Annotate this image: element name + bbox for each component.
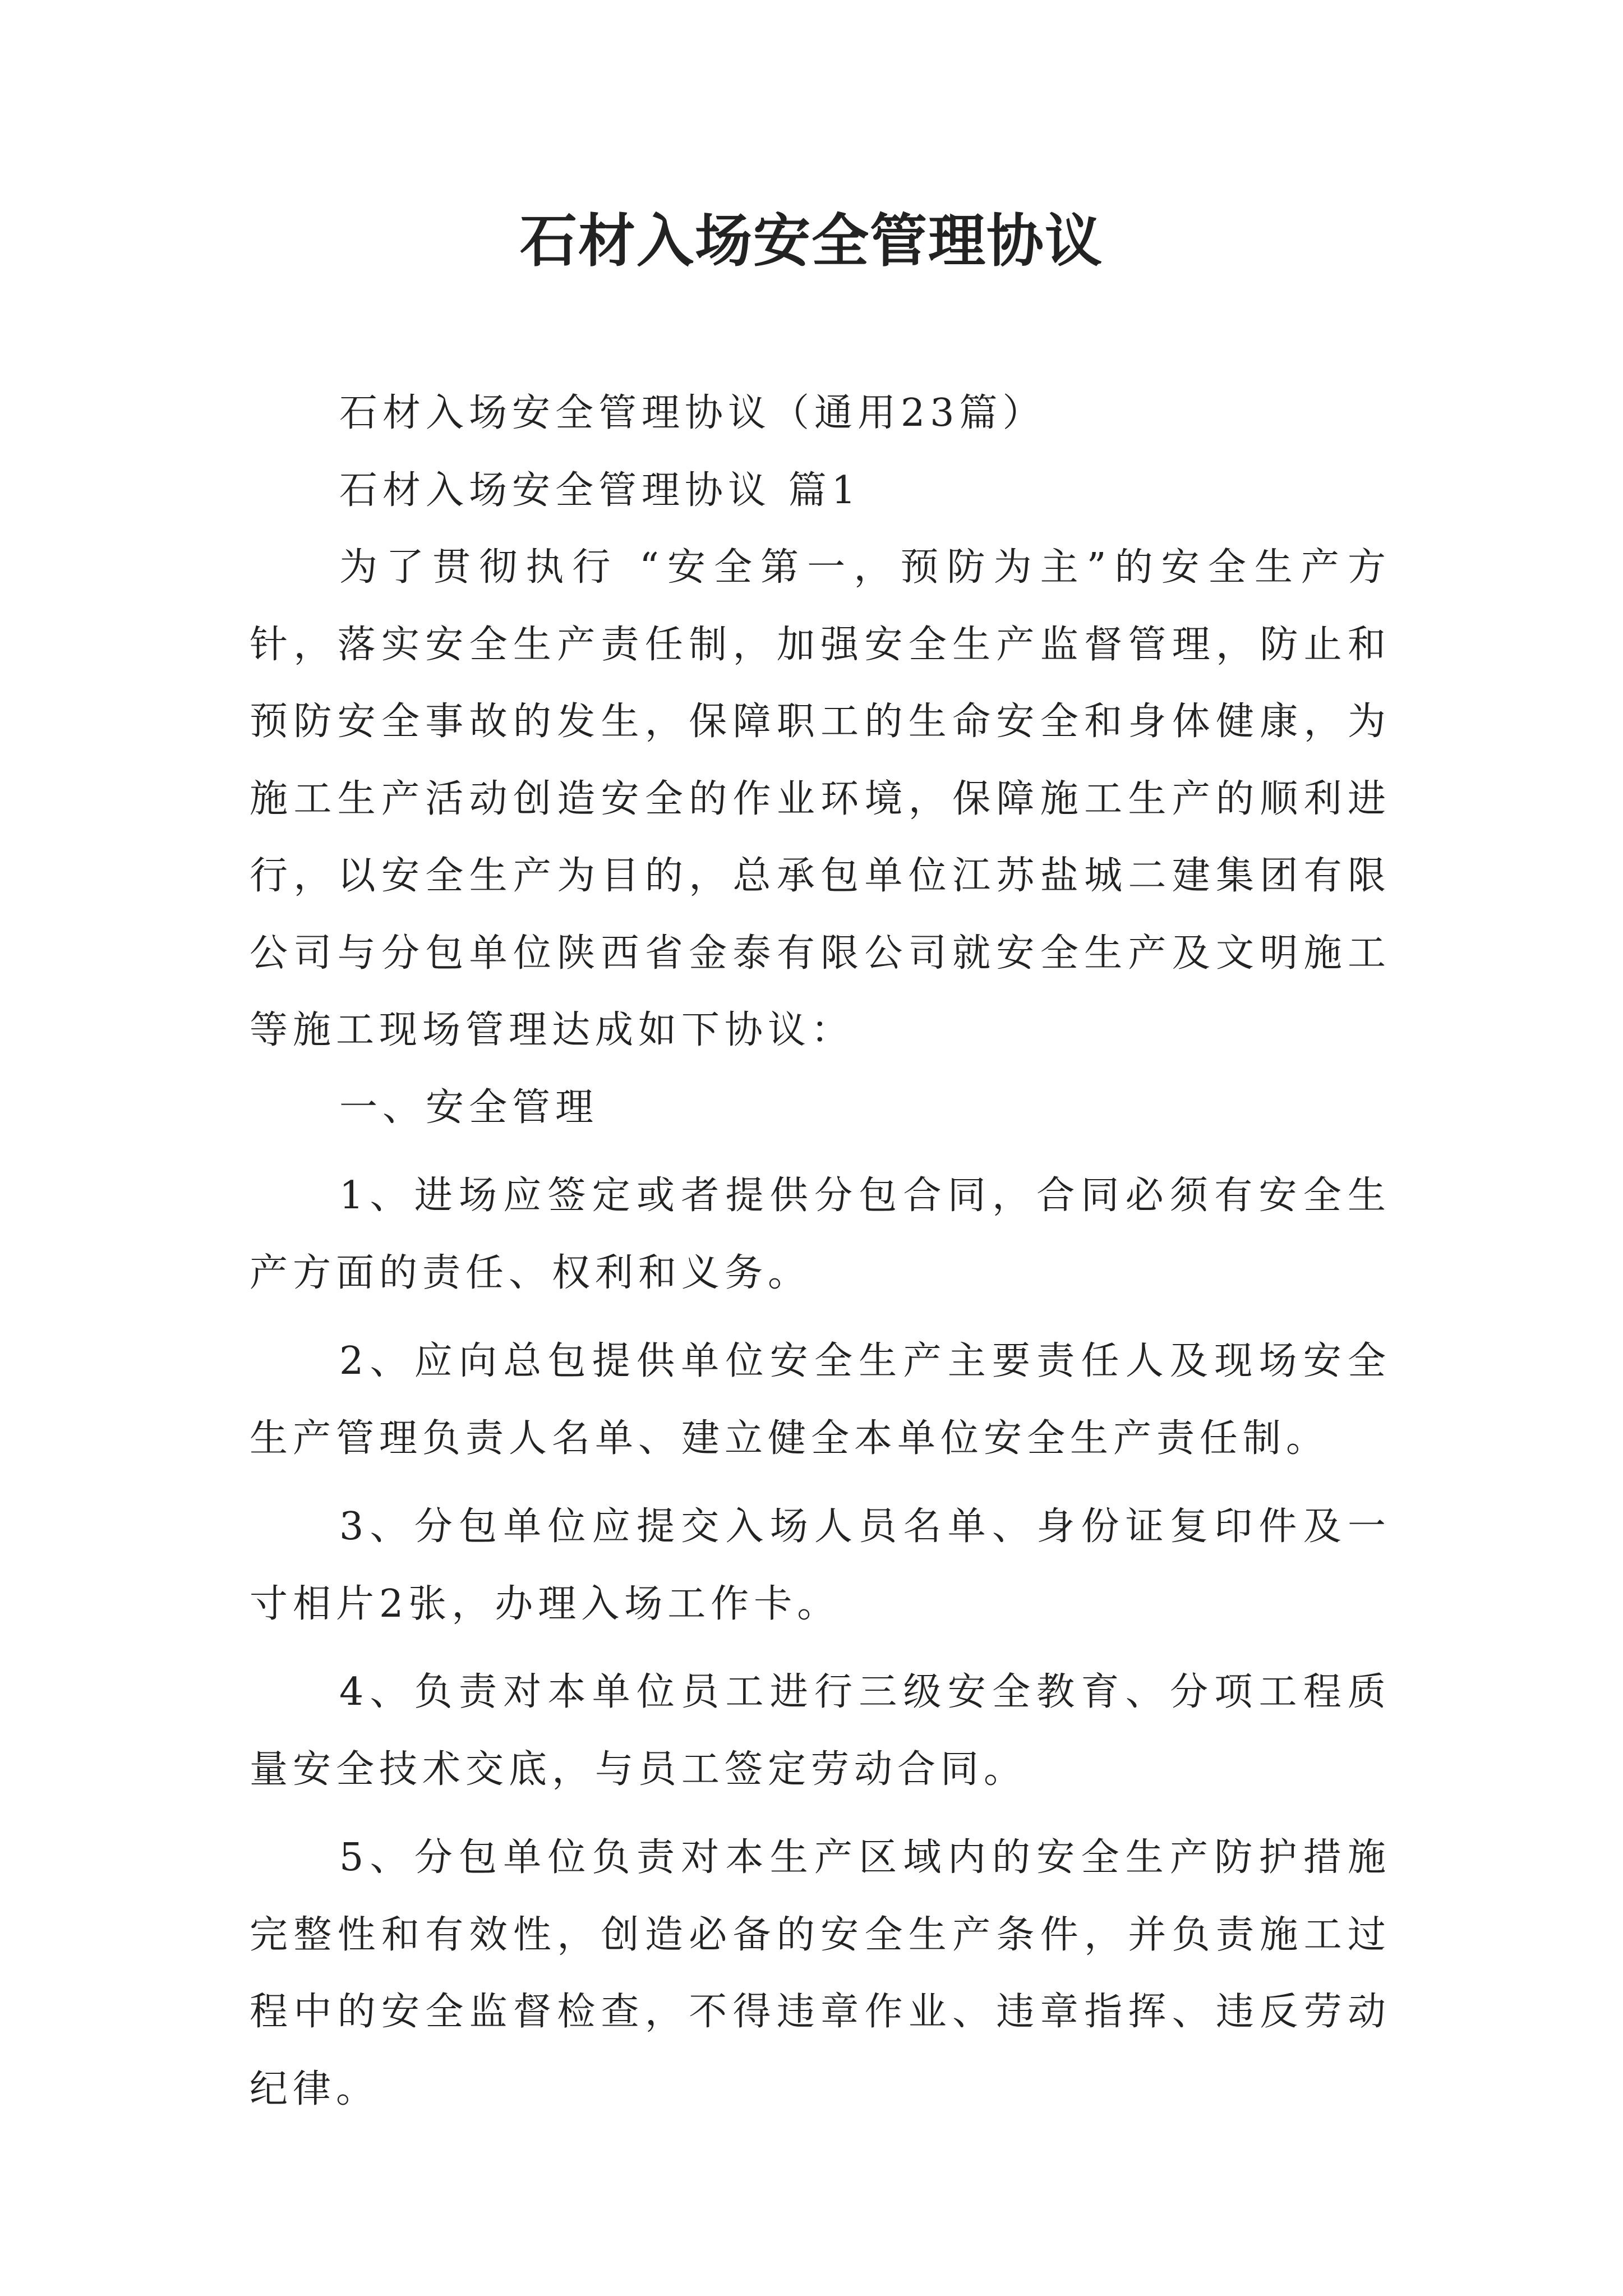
clause-4-paragraph: 4、负责对本单位员工进行三级安全教育、分项工程质量安全技术交底，与员工签定劳动合同。 <box>250 1670 1391 1792</box>
subtitle-paragraph: 石材入场安全管理协议（通用23篇） <box>339 391 1046 435</box>
clause-5-paragraph: 5、分包单位负责对本生产区域内的安全生产防护措施完整性和有效性，创造必备的安全生产条件，并负责施工过程中的安全监督检查，不得违章作业、违章指挥、违反劳动纪律。 <box>250 1835 1391 2111</box>
clause-2-paragraph: 2、应向总包提供单位安全生产主要责任人及现场安全生产管理负责人名单、建立健全本单位安全生产责任制。 <box>250 1339 1391 1461</box>
document-title: 石材入场安全管理协议 <box>520 208 1103 275</box>
heading-safety-management: 一、安全管理 <box>339 1085 599 1130</box>
section-heading-paragraph: 石材入场安全管理协议 篇1 <box>339 468 861 513</box>
clause-3-paragraph: 3、分包单位应提交入场人员名单、身份证复印件及一寸相片2张，办理入场工作卡。 <box>250 1504 1391 1626</box>
clause-1-paragraph: 1、进场应签定或者提供分包合同，合同必须有安全生产方面的责任、权利和义务。 <box>250 1174 1391 1295</box>
intro-paragraph: 为了贯彻执行 “安全第一，预防为主”的安全生产方针，落实安全生产责任制，加强安全生产监督管理，防止和预防安全事故的发生，保障职工的生命安全和身体健康，为施工生产活动创造安全的作业环境，保障施工生产的顺利进行，以安全生产为目的，总承包单位江苏盐城二建集团有限公司与分包单位陕西省金泰有限公司就安全生产及文明施工等施工现场管理达成如下协议： <box>250 545 1391 1052</box>
document-body <box>250 375 1391 2128</box>
